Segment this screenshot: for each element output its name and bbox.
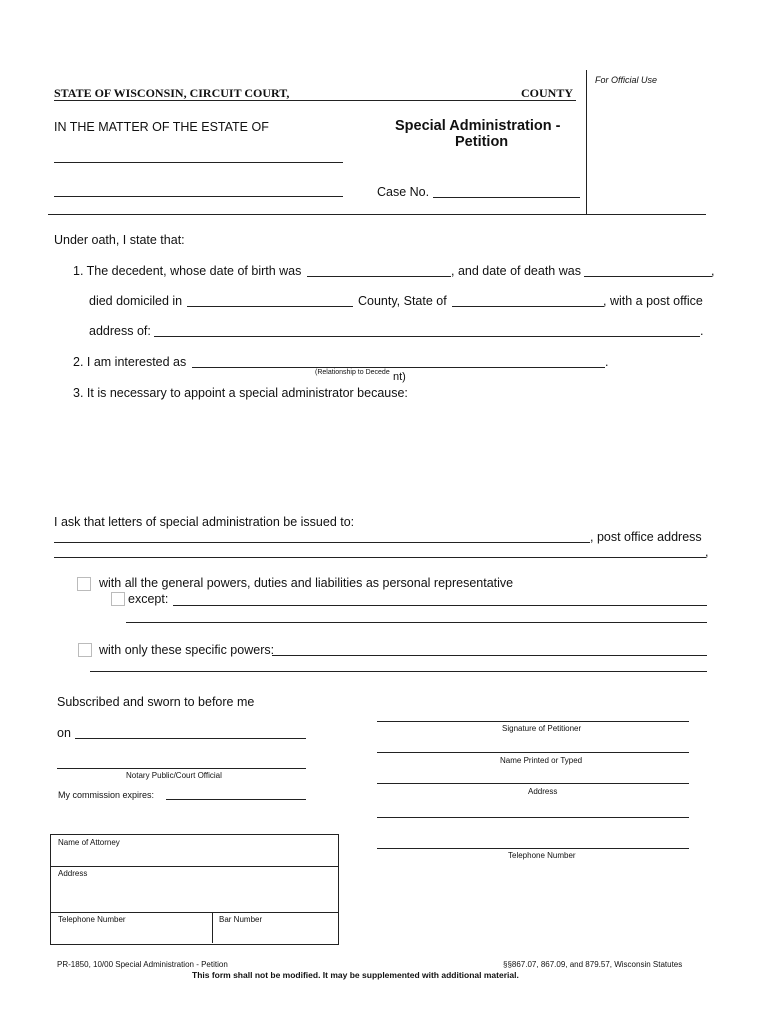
item1-text: 1. The decedent, whose date of birth was xyxy=(73,264,302,278)
attorney-address-label[interactable]: Address xyxy=(58,869,88,878)
relationship-field[interactable] xyxy=(192,367,605,368)
specific-powers-field-1[interactable] xyxy=(272,655,707,656)
administrator-name-field[interactable] xyxy=(54,542,590,543)
item1-comma: , xyxy=(711,264,715,278)
petitioner-name-field[interactable] xyxy=(377,752,689,753)
except-label: except: xyxy=(128,592,169,606)
sworn-date-field[interactable] xyxy=(75,738,306,739)
modification-notice: This form shall not be modified. It may be supplemented with additional material. xyxy=(192,970,519,980)
relationship-caption-tail: nt) xyxy=(393,371,406,383)
attorney-name-label[interactable]: Name of Attorney xyxy=(58,838,120,847)
specific-powers-field-2[interactable] xyxy=(90,671,707,672)
on-label: on xyxy=(57,726,71,740)
subscribed-text: Subscribed and sworn to before me xyxy=(57,695,255,709)
address-comma: , xyxy=(705,545,709,559)
petitioner-signature-field[interactable] xyxy=(377,721,689,722)
petitioner-address-field[interactable] xyxy=(377,783,689,784)
item2-text: 2. I am interested as xyxy=(73,355,187,369)
petitioner-signature-caption: Signature of Petitioner xyxy=(502,724,582,733)
attorney-box-divider-2 xyxy=(50,912,338,913)
petitioner-address-caption: Address xyxy=(528,787,558,796)
petitioner-address-field-2[interactable] xyxy=(377,817,689,818)
commission-field[interactable] xyxy=(166,799,306,800)
general-powers-label: with all the general powers, duties and liabilities as personal representative xyxy=(99,576,514,590)
death-date-field[interactable] xyxy=(584,276,712,277)
header-bottom-rule xyxy=(48,214,706,215)
petitioner-telephone-caption: Telephone Number xyxy=(508,851,576,860)
state-of-label: County, State of xyxy=(358,294,447,308)
except-field-1[interactable] xyxy=(173,605,707,606)
domicile-county-field[interactable] xyxy=(187,306,353,307)
notary-caption: Notary Public/Court Official xyxy=(126,771,222,780)
attorney-box xyxy=(50,834,339,945)
attorney-box-divider-1 xyxy=(50,866,338,867)
attorney-bar-number-label[interactable]: Bar Number xyxy=(219,915,263,924)
domicile-state-field[interactable] xyxy=(452,306,604,307)
relationship-caption: (Relationship to Decede xyxy=(315,369,390,376)
attorney-telephone-label[interactable]: Telephone Number xyxy=(58,915,126,924)
oath-intro: Under oath, I state that: xyxy=(54,233,185,247)
case-no-field[interactable] xyxy=(433,197,580,198)
statutes-reference: §§867.07, 867.09, and 879.57, Wisconsin Statutes xyxy=(503,960,683,969)
form-title-line2: Petition xyxy=(455,134,509,150)
court-label: STATE OF WISCONSIN, CIRCUIT COURT, xyxy=(54,86,290,100)
ask-letters-text: I ask that letters of special administration be issued to: xyxy=(54,515,355,529)
item2-period: . xyxy=(605,355,609,369)
estate-name-line-1[interactable] xyxy=(54,162,343,163)
case-no-label: Case No. xyxy=(377,185,430,199)
birth-date-field[interactable] xyxy=(307,276,451,277)
form-id: PR-1850, 10/00 Special Administration - Petition xyxy=(57,960,228,969)
notary-signature-field[interactable] xyxy=(57,768,306,769)
official-use-divider xyxy=(586,70,587,214)
item1-text-death: , and date of death was xyxy=(451,264,581,278)
attorney-box-divider-3 xyxy=(212,912,213,943)
item3-text: 3. It is necessary to appoint a special administrator because: xyxy=(73,386,408,400)
general-powers-checkbox[interactable] xyxy=(77,577,91,591)
estate-of-label: IN THE MATTER OF THE ESTATE OF xyxy=(54,120,269,134)
form-title-line1: Special Administration - xyxy=(395,118,561,134)
commission-label: My commission expires: xyxy=(58,790,155,800)
address-period: . xyxy=(700,324,704,338)
post-office-address-label: , post office address xyxy=(590,530,702,544)
official-use-label: For Official Use xyxy=(595,75,658,85)
except-checkbox[interactable] xyxy=(111,592,125,606)
domiciled-label: died domiciled in xyxy=(89,294,183,308)
specific-powers-checkbox[interactable] xyxy=(78,643,92,657)
decedent-address-field[interactable] xyxy=(154,336,700,337)
petitioner-name-caption: Name Printed or Typed xyxy=(500,756,583,765)
estate-name-line-2[interactable] xyxy=(54,196,343,197)
administrator-address-field[interactable] xyxy=(54,557,706,558)
county-label: COUNTY xyxy=(521,86,574,100)
court-underline xyxy=(54,100,576,101)
petitioner-telephone-field[interactable] xyxy=(377,848,689,849)
except-field-2[interactable] xyxy=(126,622,707,623)
address-of-label: address of: xyxy=(89,324,151,338)
post-office-label: , with a post office xyxy=(603,294,703,308)
specific-powers-label: with only these specific powers: xyxy=(99,643,275,657)
